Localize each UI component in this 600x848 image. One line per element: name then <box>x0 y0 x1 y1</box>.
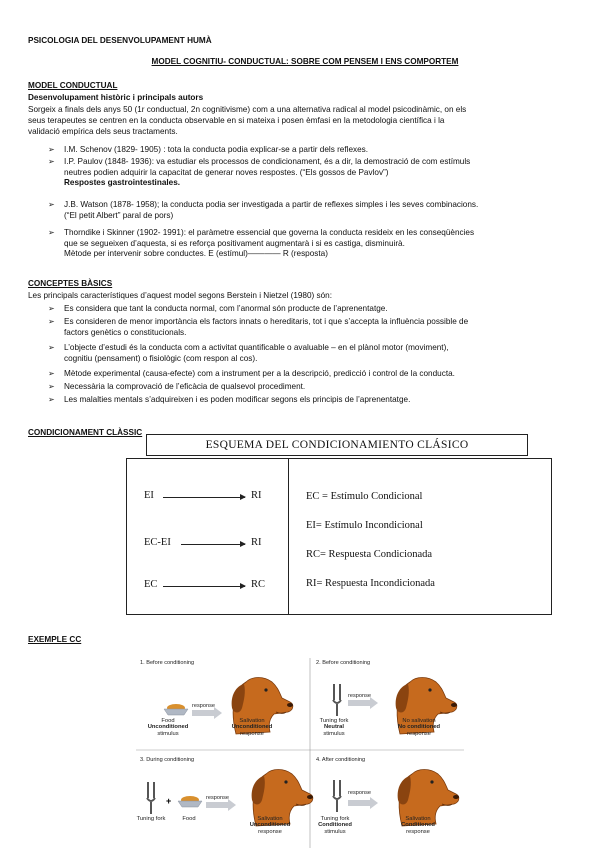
author-line: I.P. Paulov (1848- 1936): va estudiar els processos de condicionament, és a dir, la demostració de com estímuls <box>64 157 471 166</box>
small-label: Food <box>182 816 196 822</box>
label-line: response <box>406 828 430 835</box>
panel-caption: 2. Before conditioning <box>316 660 371 666</box>
schema-arrow-icon <box>163 497 245 498</box>
basics-line: Es consideren de menor importància els factors innats o hereditaris, tot i que s’accepta la influència possible de <box>64 317 469 326</box>
basics-line: Les malalties mentals s’adquireixen i es poden modificar segons els principis de l’aprenentatge. <box>64 395 411 404</box>
pavlov-figure <box>136 654 464 848</box>
label-line: response <box>407 730 431 737</box>
arrow-bullet-icon: ➢ <box>48 343 55 352</box>
author-item <box>48 145 574 156</box>
label-line: Unconditioned <box>231 724 273 731</box>
basics-item <box>48 395 574 406</box>
schema-legend-item: RI= Respuesta Incondicionada <box>306 578 435 589</box>
schema-box <box>126 458 552 615</box>
label-line: stimulus <box>157 730 179 737</box>
stimulus-label <box>312 718 356 737</box>
arrow-bullet-icon: ➢ <box>48 157 55 166</box>
course-title: PSICOLOGIA DEL DESENVOLUPAMENT HUMÀ <box>28 36 212 45</box>
small-label: Tuning fork <box>319 718 349 724</box>
intro-line: validació empírica dels seus tractaments. <box>28 126 178 136</box>
small-label: Tuning fork <box>136 816 166 822</box>
basics-line: Es considera que tant la conducta normal, com l’anormal són producte de l’aprenentatge. <box>64 304 388 313</box>
arrow-bullet-icon: ➢ <box>48 369 55 378</box>
schema-to: RI <box>251 490 262 501</box>
author-line: Respostes gastrointestinales. <box>64 178 181 188</box>
basics-item <box>48 317 574 338</box>
stimulus-label <box>174 816 204 822</box>
label-line: Conditioned <box>318 822 352 829</box>
svg-text:+: + <box>166 796 172 806</box>
response-result-label <box>224 718 280 737</box>
schema-divider <box>288 458 289 614</box>
label-line: No conditioned <box>397 724 441 731</box>
basics-item <box>48 304 574 315</box>
small-label: No salivation <box>402 718 436 724</box>
author-item <box>48 200 574 221</box>
author-line: que se segueixen d’aquesta, si es reforça positivament augmentarà i si es castiga, disminuirà. <box>64 238 405 248</box>
response-label: response <box>192 703 216 709</box>
response-label: response <box>206 795 230 801</box>
schema-from: EC-EI <box>144 537 171 548</box>
author-line: J.B. Watson (1878- 1958); la conducta podia ser investigada a partir de reflexes simples i les seves combinacions. <box>64 200 479 209</box>
stimulus-label <box>146 718 190 737</box>
arrow-bullet-icon: ➢ <box>48 145 55 154</box>
author-item <box>48 157 574 189</box>
label-line: response <box>258 828 282 835</box>
author-line: Thorndike i Skinner (1902- 1991): el paràmetre essencial que governa la conducta resideix en les conseqüències <box>64 228 475 237</box>
subheading-history: Desenvolupament històric i principals autors <box>28 93 204 102</box>
arrow-bullet-icon: ➢ <box>48 200 55 209</box>
schema-legend-item: RC= Respuesta Condicionada <box>306 549 433 560</box>
schema-legend-item: EI= Estímulo Incondicional <box>306 520 423 531</box>
intro-line: Sorgeix a finals dels anys 50 (1r conductual, 2n cognitivisme) com a una alternativa radical al model psicodinàmic, on els <box>28 105 467 114</box>
section-heading-basics: CONCEPTES BÀSICS <box>28 279 113 288</box>
label-line: stimulus <box>324 828 346 835</box>
author-line: (“El petit Albert” paral de pors) <box>64 210 174 220</box>
schema-to: RC <box>251 579 266 590</box>
panel-caption: 3. During conditioning <box>140 757 195 763</box>
arrow-bullet-icon: ➢ <box>48 304 55 313</box>
stimulus-label <box>136 816 166 822</box>
arrow-bullet-icon: ➢ <box>48 395 55 404</box>
intro-paragraph <box>28 105 574 137</box>
basics-line: Necessària la comprovació de l’eficàcia de qualsevol procediment. <box>64 382 306 391</box>
response-result-label <box>384 718 454 737</box>
label-line: Unconditioned <box>147 724 189 731</box>
label-line: Conditioned <box>401 822 435 829</box>
panel-caption: 1. Before conditioning <box>140 660 195 666</box>
basics-line: Mètode experimental (causa-efecte) com a instrument per a la descripció, predicció i control de la conducta. <box>64 369 455 378</box>
schema-from: EC <box>144 579 158 590</box>
schema-from: EI <box>144 490 154 501</box>
schema-legend-item: EC = Estímulo Condicional <box>306 491 423 502</box>
response-result-label <box>386 816 450 835</box>
response-result-label <box>240 816 300 835</box>
response-label: response <box>348 693 372 699</box>
section-heading-example: EXEMPLE CC <box>28 635 82 644</box>
basics-line: factors genètics o constitucionals. <box>64 327 187 337</box>
schema-arrow-icon <box>181 544 245 545</box>
section-heading-classic: CONDICIONAMENT CLÀSSIC <box>28 428 143 437</box>
basics-item <box>48 369 574 380</box>
basics-intro: Les principals característiques d’aquest model segons Berstein i Nietzel (1980) són: <box>28 291 333 300</box>
arrow-bullet-icon: ➢ <box>48 317 55 326</box>
arrow-bullet-icon: ➢ <box>48 382 55 391</box>
basics-line: cognitiu (pensament) o fisiològic (com respon al cos). <box>64 353 258 363</box>
small-label: Salivation <box>405 816 431 822</box>
schema-to: RI <box>251 537 262 548</box>
small-label: Tuning fork <box>320 816 350 822</box>
small-label: Food <box>161 718 175 724</box>
author-line: I.M. Schenov (1829- 1905) : tota la conducta podia explicar-se a partir dels reflexes. <box>64 145 369 154</box>
author-line: Mètode per intervenir sobre conductes. E (estímul)———— R (resposta) <box>64 249 328 259</box>
section-heading-conductual: MODEL CONDUCTUAL <box>28 81 118 90</box>
basics-item <box>48 382 574 393</box>
label-line: Unconditioned <box>249 822 291 829</box>
author-item <box>48 228 574 260</box>
basics-line: L’objecte d’estudi és la conducta com a activitat quantificable o avaluable – en el plànol motor (moviment), <box>64 343 449 352</box>
schema-title: ESQUEMA DEL CONDICIONAMIENTO CLÁSICO <box>146 434 528 456</box>
document-title: MODEL COGNITIU- CONDUCTUAL: SOBRE COM PENSEM I ENS COMPORTEM <box>151 57 459 66</box>
panel-caption: 4. After conditioning <box>316 757 366 763</box>
arrow-bullet-icon: ➢ <box>48 228 55 237</box>
small-label: Salivation <box>239 718 265 724</box>
label-line: stimulus <box>323 730 345 737</box>
label-line: Neutral <box>324 724 344 731</box>
intro-line: seus terapeutes se centren en la conducta observable en si mateixa i posen èmfasi en la metodologia científica i la <box>28 115 445 125</box>
label-line: response <box>240 730 264 737</box>
schema-arrow-icon <box>163 586 245 587</box>
response-label: response <box>348 790 372 796</box>
small-label: Salivation <box>257 816 283 822</box>
author-line: neutres podien adquirir la capacitat de generar noves respostes. (“Els gossos de Pavlov”) <box>64 167 389 177</box>
basics-item <box>48 343 574 364</box>
stimulus-label <box>312 816 358 835</box>
